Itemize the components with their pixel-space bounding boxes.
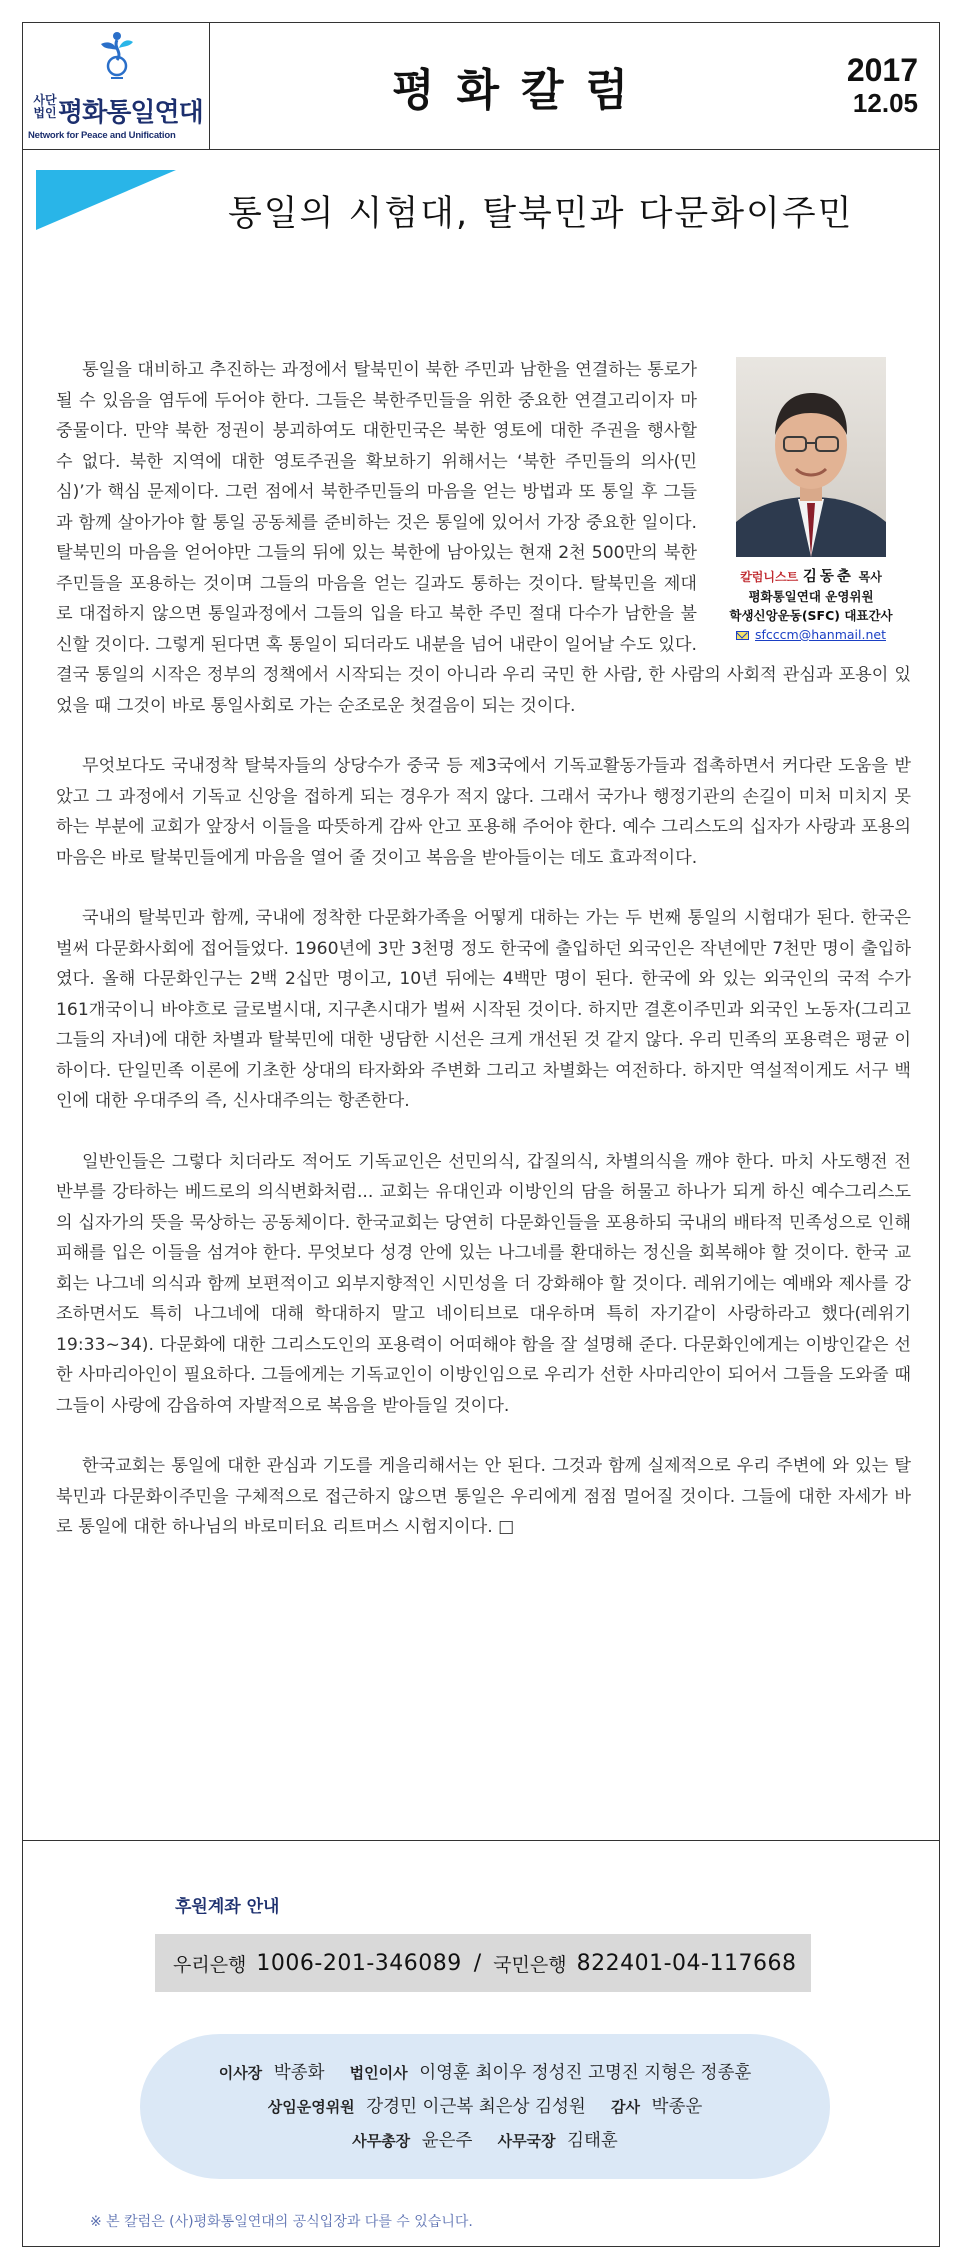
author-honorific: 목사 [858,570,882,584]
officer-role: 사무총장 [352,2131,411,2150]
logo-english-name: Network for Peace and Unification [28,130,176,141]
account-separator: / [473,1950,482,1976]
article-paragraph-1: 통일을 대비하고 추진하는 과정에서 탈북민이 북한 주민과 남한을 연결하는 통로가 될 수 있음을 염두에 두어야 한다. 그들은 북한주민들을 위한 중요한 연결고리이자 마중물이다. 만약 북한 정권이 붕괴하여도 대한민국은 북한 영토에 대한 주권을 행사할 수 없다. 북한 지역에 대한 영토주권을 확보하기 위해서는 ‘북한 주민들의 의사(민심)’가 핵심 문제이다. 그런 점에서 북한주민들의 마음을 얻는 방법과 또 통일 후 그들과 함께 살아가야 할 통일 공동체를 준비하는 것은 통일에 있어서 가장 중요한 일이다. 탈북민의 마음을 얻어야만 그들의 뒤에 있는 북한에 남아있는 현재 2천 500만의 북한주민들을 포용하는 것이며 그들의 마음을 얻는 길과도 통하는 것이다. 탈북민을 제대로 대접하지 않으면 통일과정에서 그들의 입을 타고 북한 주민 절대 다수가 남한을 불신할 것이다. 그렇게 된다면 혹 통일이 되더라도 내분을 넘어 내란이 일어날 수도 있다. 결국 통일의 시작은 정부의 정책에서 시작되는 것이 아니라 우리 국민 한 사람, 한 사람의 사회적 관심과 포용이 있었을 때 그것이 바로 통일사회로 가는 순조로운 첫걸음이 되는 것이다. [56,360,911,716]
issue-month-day: 12.05 [852,88,918,118]
page-title: 평화칼럼 [391,65,650,116]
bank-name-2: 국민은행 [493,1953,567,1976]
logo-prefix: 사단 법인 [33,93,57,120]
officer-role: 상임운영위원 [267,2097,355,2116]
officer-role: 이사장 [218,2063,263,2082]
officer-names: 박종화 [273,2062,325,2083]
officer-row-3 [352,2124,618,2158]
article-body [56,355,911,1573]
issue-date [847,52,918,118]
author-name-line [711,567,911,587]
donation-accounts [155,1934,811,1992]
author-email-text[interactable]: sfcccm@hanmail.net [755,627,886,642]
mail-icon [736,631,749,640]
account-number-2: 822401-04-117668 [576,1950,797,1976]
officers-list [140,2034,830,2179]
officer-names: 이영훈 최이우 정성진 고명진 지형은 정종훈 [419,2062,752,2083]
footer-divider [22,1840,940,1841]
article-title: 통일의 시험대, 탈북민과 다문화이주민 [228,194,854,234]
officer-row-1 [219,2056,752,2090]
header [22,22,940,150]
article-paragraph-3: 국내의 탈북민과 함께, 국내에 정착한 다문화가족을 어떻게 대하는 가는 두 번째 통일의 시험대가 된다. 한국은 벌써 다문화사회에 접어들었다. 1960년에 3만 3천명 정도 한국에 출입하던 외국인은 작년에만 7천만 명이 출입하였다. 올해 다문화인구는 2백 2십만 명이고, 10년 뒤에는 4백만 명이 된다. 한국에 와 있는 외국인의 국적 수가 161개국이니 바야흐로 글로벌시대, 지구촌시대가 벌써 시작된 것이다. 하지만 결혼이주민과 외국인 노동자(그리고 그들의 자녀)에 대한 차별과 탈북민에 대한 냉담한 시선은 크게 개선된 것 같지 않다. 우리 민족의 포용력은 평균 이하이다. 단일민족 이론에 기초한 상대의 타자화와 주변화 그리고 차별화는 여전하다. 하지만 역설적이게도 서구 백인에 대한 우대주의 즉, 신사대주의는 항존한다. [56,908,911,1111]
author-role: 칼럼니스트 [740,570,799,584]
logo[interactable] [22,22,210,150]
dove-globe-logo-icon [93,30,143,82]
officer-role: 사무국장 [497,2131,556,2150]
officer-names: 강경민 이근복 최은상 김성원 [366,2096,586,2117]
article-paragraph-5: 한국교회는 통일에 대한 관심과 기도를 게을리해서는 안 된다. 그것과 함께 실제적으로 우리 주변에 와 있는 탈북민과 다문화이주민을 구체적으로 접근하지 않으면 통일은 우리에게 점점 멀어질 것이다. 그들에 대한 자세가 바로 통일에 대한 하나님의 바로미터요 리트머스 시험지이다. □ [56,1456,911,1537]
officer-role: 법인이사 [349,2063,408,2082]
author-portrait [736,357,886,557]
author-position-1: 평화통일연대 운영위원 [748,589,874,604]
account-number-1: 1006-201-346089 [256,1950,462,1976]
officer-names: 윤은주 [421,2130,473,2151]
article-paragraph-4: 일반인들은 그렇다 치더라도 적어도 기독교인은 선민의식, 갑질의식, 차별의식을 깨야 한다. 마치 사도행전 전반부를 강타하는 베드로의 의식변화처럼... 교회는 유대인과 이방인의 담을 허물고 하나가 되게 하신 예수그리스도의 십자가의 뜻을 묵상하는 공동체이다. 한국교회는 당연히 다문화인들을 포용하되 국내의 배타적 민족성으로 인해 피해를 입은 이들을 섬겨야 한다. 무엇보다 성경 안에 있는 나그네를 환대하는 정신을 회복해야 할 것이다. 한국 교회는 나그네 의식과 함께 보편적이고 외부지향적인 시민성을 더 강화해야 할 것이다. 레위기에는 예배와 제사를 강조하면서도 특히 나그네에 대해 학대하지 말고 네이티브로 대우하며 특히 자기같이 사랑하라고 했다(레위기19:33~34). 다문화에 대한 그리스도인의 포용력이 어떠해야 함을 잘 설명해 준다. 다문화인에게는 이방인같은 선한 사마리아인이 필요하다. 그들에게는 기독교인이 이방인임으로 우리가 선한 사마리안이 되어서 그들을 도와줄 때 그들이 사랑에 감읍하여 자발적으로 복음을 받아들일 것이다. [56,1151,911,1416]
officer-row-2 [268,2090,703,2124]
issue-year: 2017 [846,52,918,88]
donation-heading: 후원계좌 안내 [175,1897,280,1917]
logo-name: 평화통일연대 [58,98,203,128]
disclaimer: ※ 본 칼럼은 (사)평화통일연대의 공식입장과 다를 수 있습니다. [90,2214,473,2230]
officer-names: 박종운 [651,2096,703,2117]
bank-name-1: 우리은행 [173,1953,247,1976]
author-email[interactable] [711,625,911,645]
officer-role: 감사 [610,2097,640,2116]
author-name: 김동춘 [802,569,854,585]
author-position-2: 학생신앙운동(SFC) 대표간사 [729,608,893,623]
article-paragraph-2: 무엇보다도 국내정착 탈북자들의 상당수가 중국 등 제3국에서 기독교활동가들과 접촉하면서 커다란 도움을 받았고 그 과정에서 기독교 신앙을 접하게 되는 경우가 적지 않다. 그래서 국가나 행정기관의 손길이 미처 미치지 못하는 부분에 교회가 앞장서 이들을 따뜻하게 감싸 안고 포용해 주어야 한다. 예수 그리스도의 십자가 사랑과 포용의 마음은 바로 탈북민들에게 마음을 열어 줄 것이고 복음을 받아들이는 데도 효과적이다. [56,756,911,868]
author-card [711,357,911,645]
officer-names: 김태훈 [567,2130,618,2151]
accent-triangle-icon [36,170,176,230]
